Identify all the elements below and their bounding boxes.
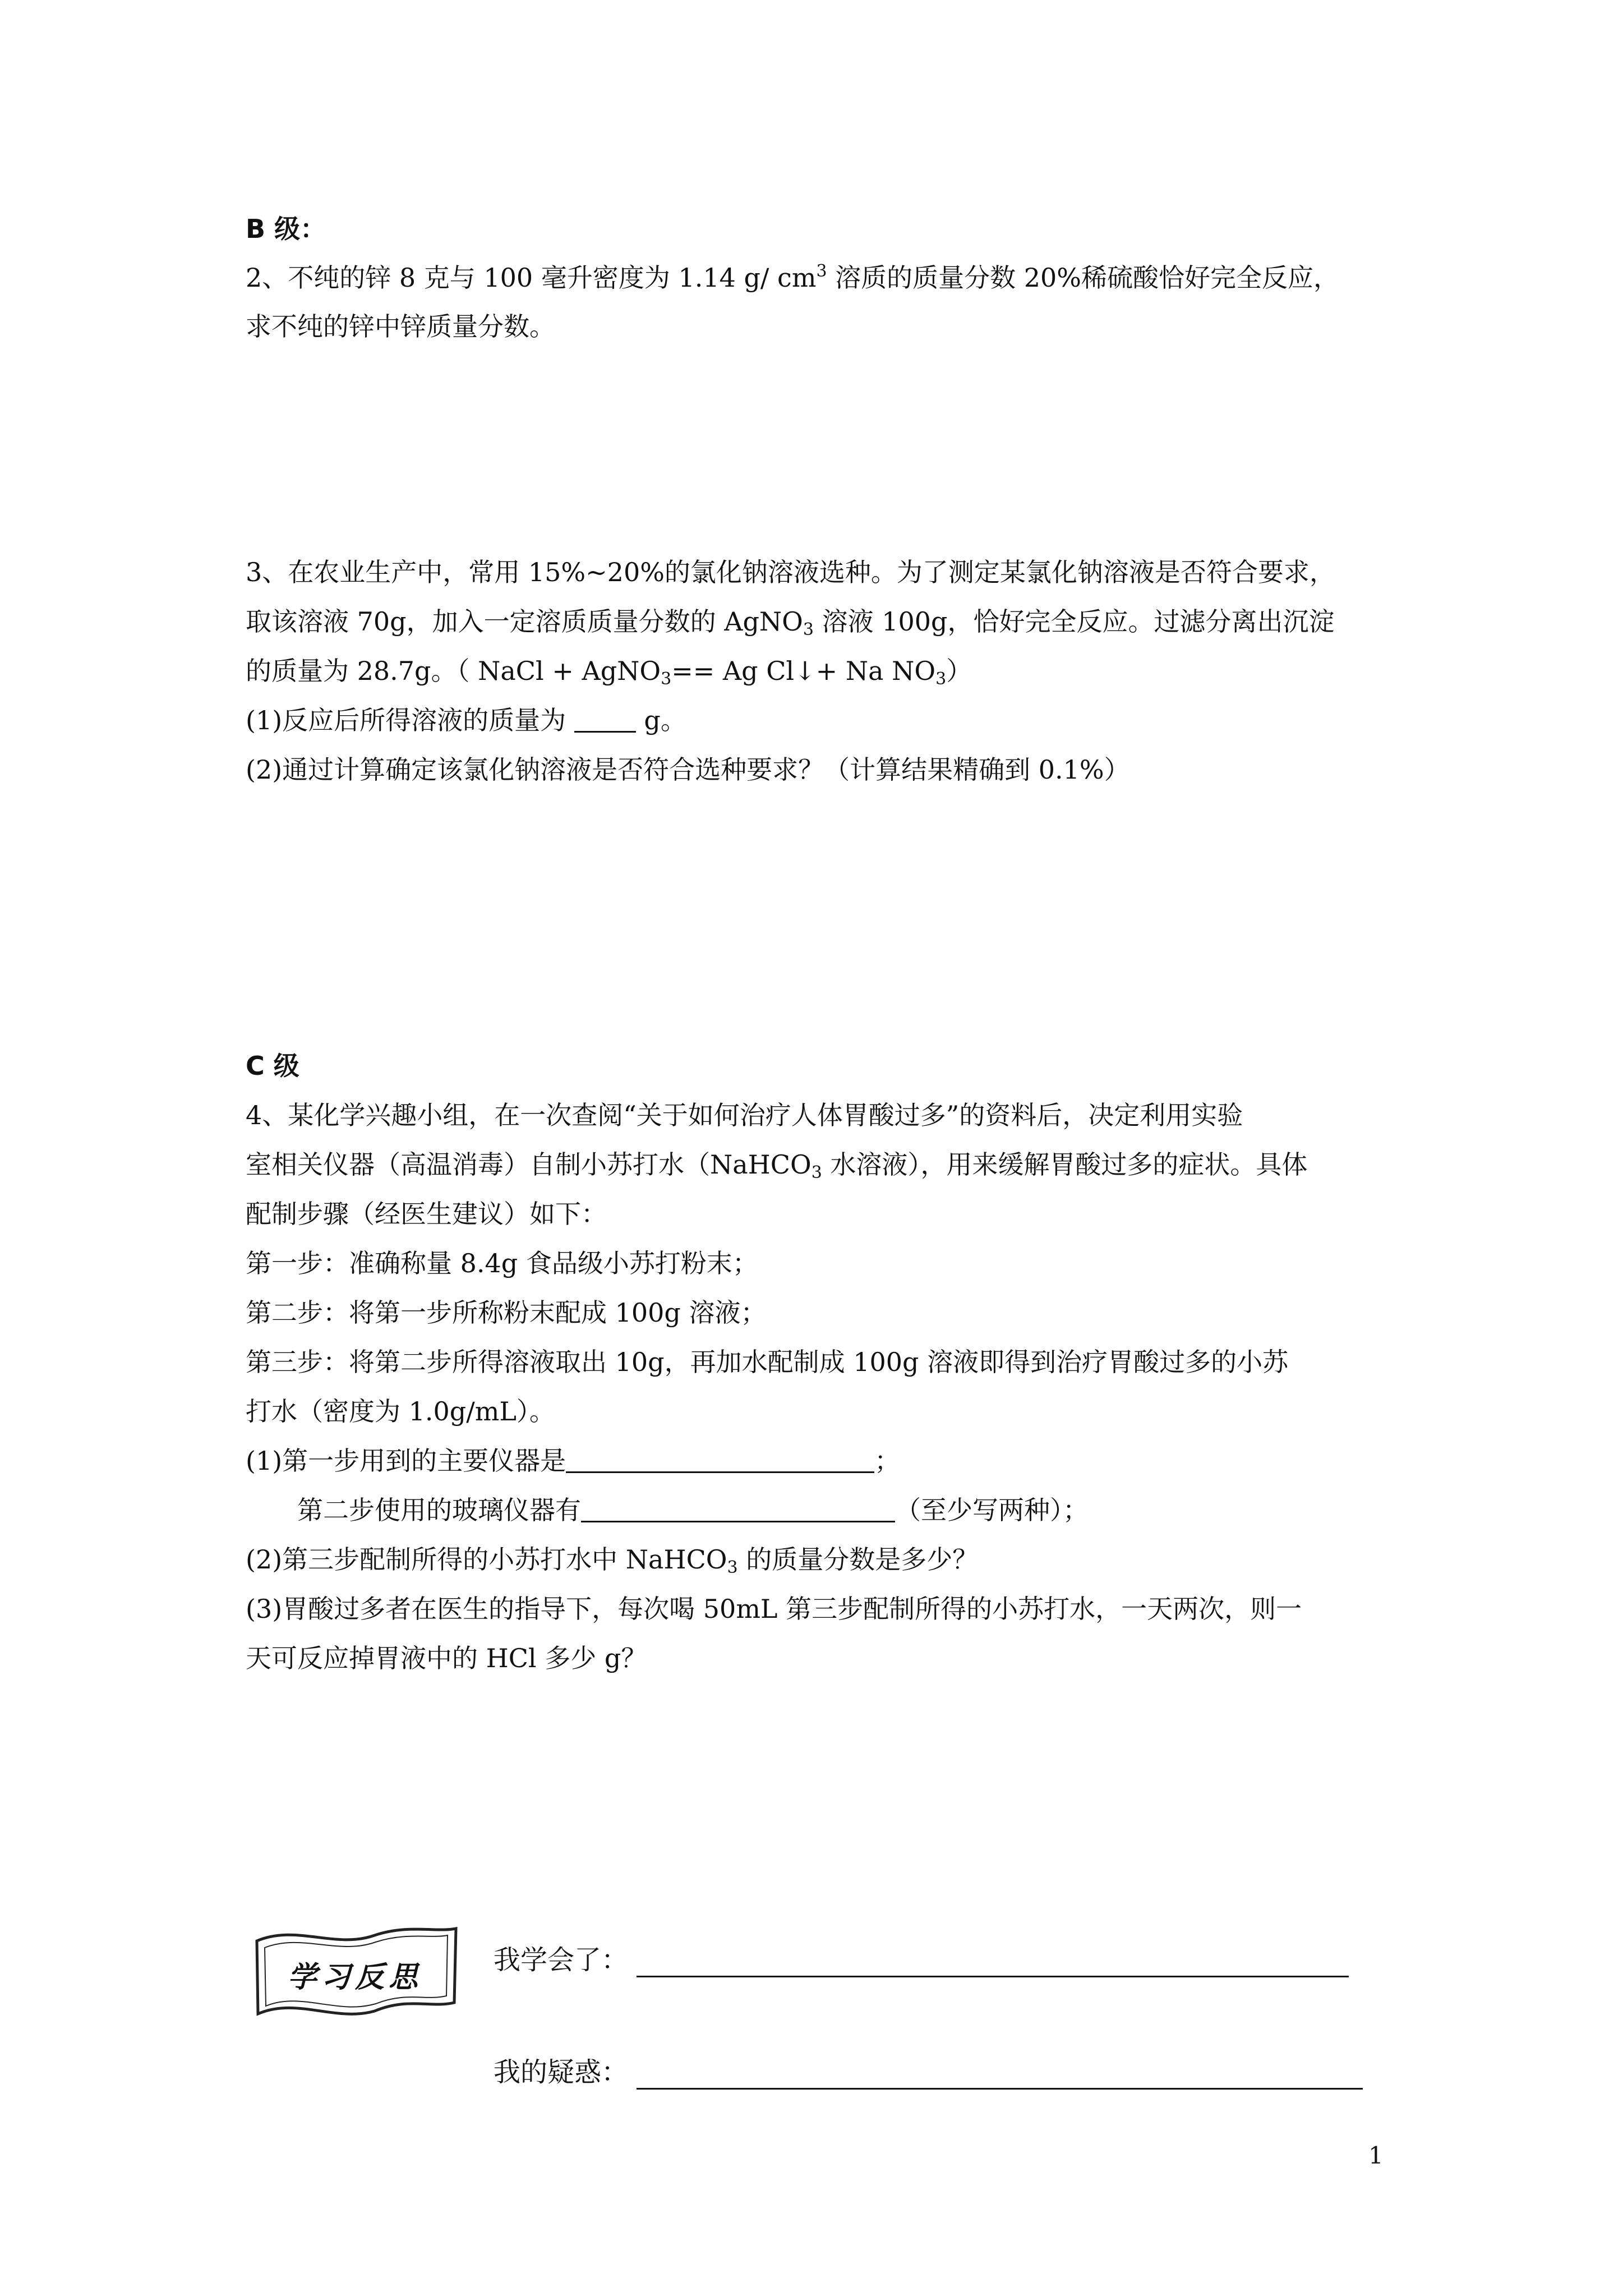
q4-step-3-line-1: 第三步：将第二步所得溶液取出 10g，再加水配制成 100g 溶液即得到治疗胃酸过多的小苏	[246, 1347, 1289, 1377]
q4-part-1: (1)第一步用到的主要仪器是 ；	[246, 1446, 901, 1476]
q4-part-3-line-2: 天可反应掉胃液中的 HCl 多少 g？	[246, 1643, 647, 1673]
q4-step-2: 第二步：将第一步所称粉末配成 100g 溶液；	[246, 1297, 767, 1328]
q4-part-1-second: 第二步使用的玻璃仪器有 （至少写两种）；	[297, 1495, 1089, 1525]
section-c-heading: C 级	[246, 1051, 299, 1081]
answer-blank[interactable]	[581, 1496, 895, 1522]
q4-part-2: (2)第三步配制所得的小苏打水中 NaHCO$_3$ 的质量分数是多少？	[246, 1544, 979, 1577]
q3-part-1: (1)反应后所得溶液的质量为 g。	[246, 705, 686, 735]
section-b-heading: B 级：	[246, 214, 326, 244]
page-number: 1	[1368, 2142, 1384, 2169]
q2-line-2: 求不纯的锌中锌质量分数。	[246, 311, 555, 342]
q4-line-1: 4、某化学兴趣小组，在一次查阅“关于如何治疗人体胃酸过多”的资料后，决定利用实验	[246, 1100, 1243, 1130]
q4-step-3-line-2: 打水（密度为 1.0g/mL）。	[246, 1396, 555, 1427]
q3-part-2: (2)通过计算确定该氯化钠溶液是否符合选种要求？（计算结果精确到 0.1%）	[246, 754, 1130, 785]
learned-answer-line[interactable]	[637, 1976, 1349, 1977]
q4-line-3: 配制步骤（经医生建议）如下：	[246, 1199, 607, 1229]
q3-line-1: 3、在农业生产中，常用 15%~20%的氯化钠溶液选种。为了测定某氯化钠溶液是否符合要求，	[246, 557, 1335, 587]
reflection-banner	[246, 1918, 464, 2025]
doubts-answer-line[interactable]	[637, 2088, 1363, 2090]
q3-line-2: 取该溶液 70g，加入一定溶质质量分数的 AgNO$_3$ 溶液 100g，恰好完全反应。过滤分离出沉淀	[246, 606, 1335, 639]
q4-part-3-line-1: (3)胃酸过多者在医生的指导下，每次喝 50mL 第三步配制所得的小苏打水，一天两次，则一	[246, 1594, 1302, 1624]
q2-line-1: 2、不纯的锌 8 克与 100 毫升密度为 1.14 g/ $cm^3$ 溶质的质量分数 20%稀硫酸恰好完全反应，	[246, 261, 1340, 293]
q4-line-2: 室相关仪器（高温消毒）自制小苏打水（NaHCO$_3$ 水溶液），用来缓解胃酸过多的症状。具体	[246, 1149, 1308, 1182]
answer-blank[interactable]	[566, 1447, 874, 1473]
answer-blank[interactable]	[574, 706, 636, 733]
banner-label: 学习反思	[287, 1960, 422, 1994]
doubts-label: 我的疑惑：	[494, 2056, 629, 2088]
q4-step-1: 第一步：准确称量 8.4g 食品级小苏打粉末；	[246, 1248, 758, 1278]
q3-line-3-equation: 的质量为 28.7g。（ NaCl + AgNO$_3$== Ag Cl↓+ Na $NO_3$）	[246, 656, 972, 689]
learned-label: 我学会了：	[494, 1944, 629, 1976]
